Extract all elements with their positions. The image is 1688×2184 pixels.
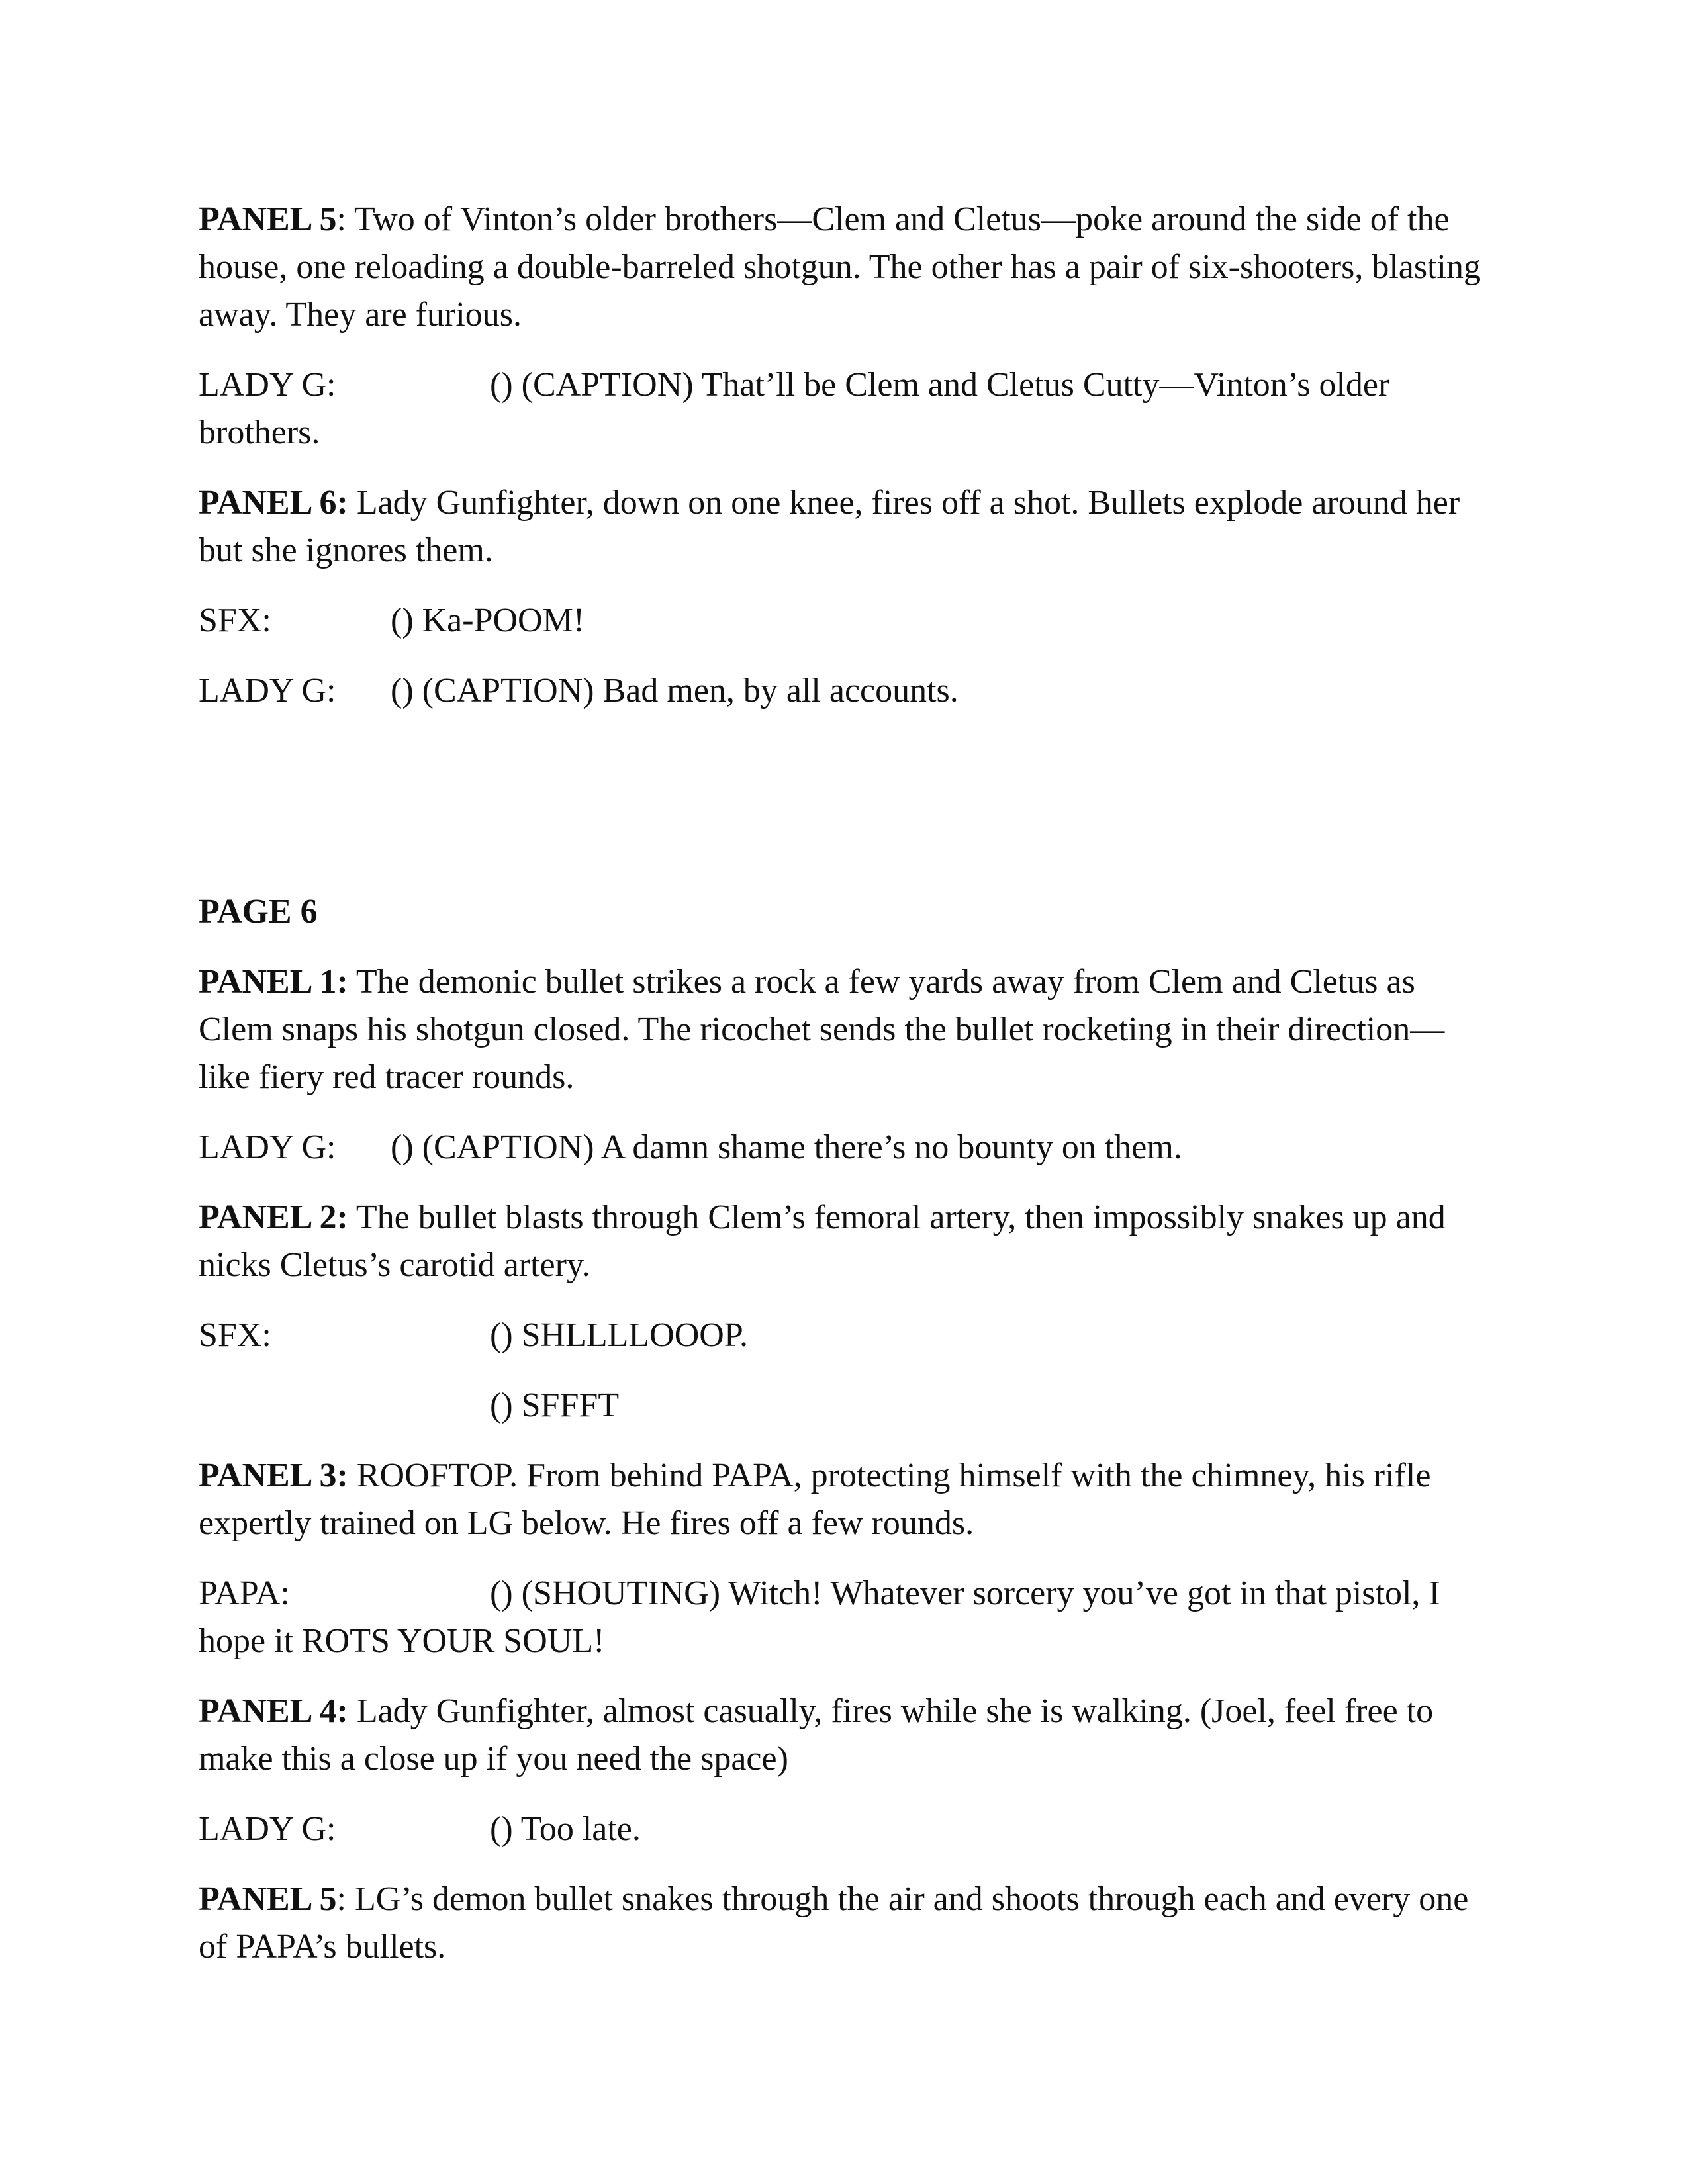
- panel-label-colon: :: [336, 201, 346, 238]
- panel-text: The bullet blasts through Clem’s femoral artery, then impossibly snakes up and nicks Cletus’s carotid artery.: [199, 1199, 1446, 1284]
- dialogue-sfx-2: [199, 1312, 1489, 1359]
- dialogue-lady-g-2: [199, 667, 1489, 715]
- dialogue-line: () (SHOUTING) Witch! Whatever sorcery you’ve got in that pistol, I hope it ROTS YOUR SOUL!: [199, 1574, 1440, 1660]
- dialogue-line: () SHLLLLOOOP.: [490, 1316, 748, 1354]
- dialogue-line: () Too late.: [490, 1810, 641, 1848]
- dialogue-sfx-3: [199, 1382, 1489, 1430]
- speaker: LADY G:: [199, 1128, 336, 1166]
- panel-text: The demonic bullet strikes a rock a few yards away from Clem and Cletus as Clem snaps his shotgun closed. The ricochet sends the bullet rocketing in their direction—like fiery red tracer rounds.: [199, 963, 1445, 1096]
- dialogue-lady-g-3: [199, 1124, 1489, 1171]
- dialogue-line: () SFFFT: [490, 1387, 620, 1424]
- page-6-panel-5-description: [199, 1876, 1489, 1971]
- panel-label: PANEL 5: [199, 1880, 337, 1918]
- panel-text: Lady Gunfighter, almost casually, fires while she is walking. (Joel, feel free to make this a close up if you need the space): [199, 1692, 1434, 1778]
- dialogue-line: () Ka-POOM!: [391, 602, 585, 639]
- page-6-panel-1-description: [199, 958, 1489, 1101]
- dialogue-line: () (CAPTION) That’ll be Clem and Cletus Cutty—Vinton’s older brothers.: [199, 366, 1390, 451]
- dialogue-line: () (CAPTION) Bad men, by all accounts.: [391, 672, 959, 709]
- dialogue-line: () (CAPTION) A damn shame there’s no bounty on them.: [391, 1128, 1182, 1166]
- speaker: LADY G:: [199, 366, 336, 404]
- panel-label: PANEL 1:: [199, 963, 348, 1001]
- page-6-panel-4-description: [199, 1688, 1489, 1783]
- panel-text: ROOFTOP. From behind PAPA, protecting himself with the chimney, his rifle expertly trained on LG below. He fires off a few rounds.: [199, 1457, 1431, 1542]
- panel-label: PANEL 5: [199, 201, 337, 238]
- panel-label: PANEL 6:: [199, 484, 348, 522]
- panel-5-description: [199, 196, 1489, 339]
- page-6-panel-2-description: [199, 1194, 1489, 1289]
- panel-label: PANEL 3:: [199, 1457, 348, 1494]
- script-page: [199, 196, 1489, 1971]
- page-heading: PAGE 6: [199, 893, 318, 931]
- speaker: LADY G:: [199, 672, 336, 709]
- speaker: SFX:: [199, 1316, 271, 1354]
- panel-text: Two of Vinton’s older brothers—Clem and Cletus—poke around the side of the house, one reloading a double-barreled shotgun. The other has a pair of six-shooters, blasting away. They are furious.: [199, 201, 1481, 334]
- panel-label: PANEL 2:: [199, 1199, 348, 1236]
- speaker: SFX:: [199, 602, 271, 639]
- panel-label-colon: :: [336, 1880, 346, 1918]
- speaker: LADY G:: [199, 1810, 336, 1848]
- page-6-panel-3-description: [199, 1452, 1489, 1547]
- panel-text: Lady Gunfighter, down on one knee, fires off a shot. Bullets explode around her but she ignores them.: [199, 484, 1460, 569]
- panel-text: LG’s demon bullet snakes through the air and shoots through each and every one of PAPA’s bullets.: [199, 1880, 1469, 1966]
- speaker: PAPA:: [199, 1574, 290, 1612]
- panel-6-description: [199, 479, 1489, 574]
- dialogue-papa-1: [199, 1570, 1489, 1665]
- dialogue-lady-g-4: [199, 1805, 1489, 1853]
- panel-label: PANEL 4:: [199, 1692, 348, 1730]
- dialogue-sfx-1: [199, 597, 1489, 645]
- dialogue-lady-g-1: [199, 361, 1489, 457]
